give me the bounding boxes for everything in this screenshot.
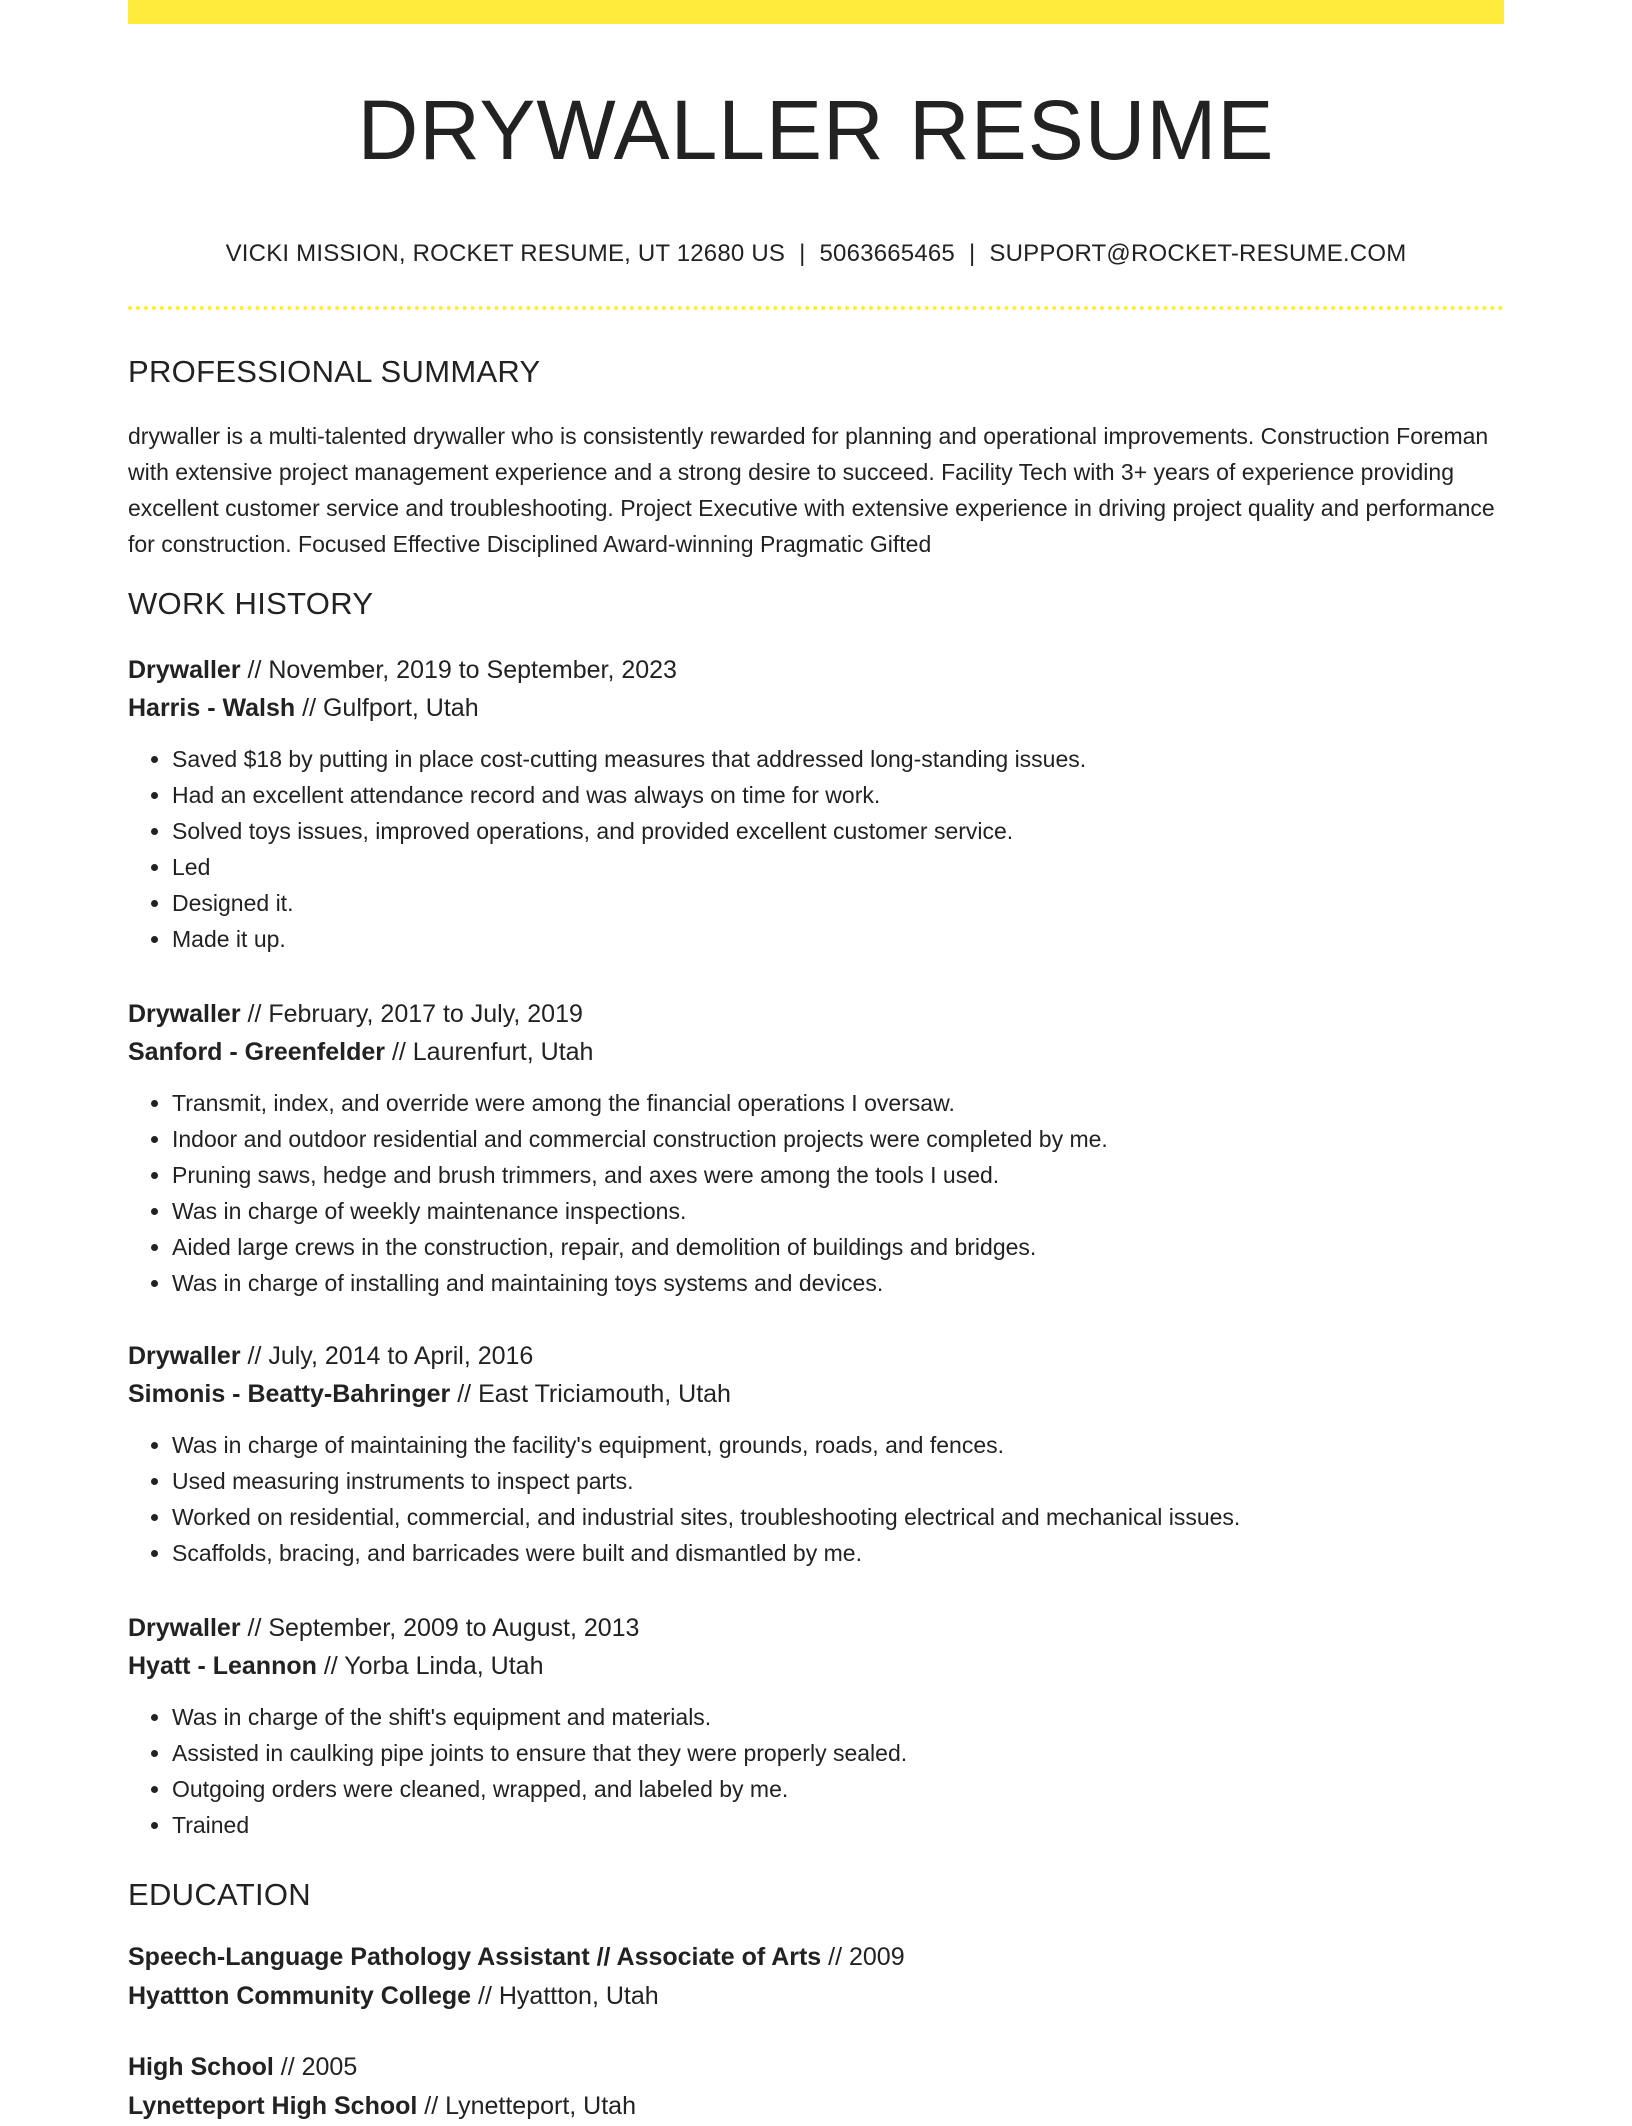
- education-degree: High School: [128, 2053, 274, 2081]
- list-item: • Scaffolds, bracing, and barricades were built and dismantled by me.: [172, 1535, 1504, 1571]
- job-bullets: [128, 741, 1504, 957]
- list-item: • Was in charge of weekly maintenance inspections.: [172, 1193, 1504, 1229]
- list-item: • Saved $18 by putting in place cost-cutting measures that addressed long-standing issues.: [172, 741, 1504, 777]
- list-item: • Trained: [172, 1807, 1504, 1843]
- list-item: • Transmit, index, and override were among the financial operations I oversaw.: [172, 1085, 1504, 1121]
- education-heading: EDUCATION: [128, 1877, 311, 1912]
- dotted-divider: [128, 306, 1504, 310]
- contact-email: SUPPORT@ROCKET-RESUME.COM: [989, 240, 1407, 267]
- list-item: • Made it up.: [172, 921, 1504, 957]
- list-item: • Pruning saws, hedge and brush trimmers, and axes were among the tools I used.: [172, 1157, 1504, 1193]
- list-item: • Designed it.: [172, 885, 1504, 921]
- job-entry: [128, 995, 1504, 1301]
- job-company-line: [128, 1647, 1504, 1685]
- job-title: Drywaller: [128, 1000, 241, 1028]
- education-degree-line: [128, 2048, 1504, 2087]
- education-school-line: [128, 2087, 1504, 2126]
- resume-title: DRYWALLER RESUME: [357, 83, 1275, 177]
- education-entry: [128, 2048, 1504, 2126]
- list-item: • Was in charge of maintaining the facility's equipment, grounds, roads, and fences.: [172, 1427, 1504, 1463]
- job-entry: [128, 1337, 1504, 1571]
- education-entry: [128, 1938, 1504, 2016]
- job-dates: // February, 2017 to July, 2019: [240, 1000, 583, 1028]
- accent-top-bar: [128, 0, 1504, 24]
- education-year: // 2005: [273, 2053, 358, 2081]
- job-company-line: [128, 1033, 1504, 1071]
- job-company: Harris - Walsh: [128, 694, 296, 722]
- education-school-line: [128, 1977, 1504, 2016]
- job-company: Hyatt - Leannon: [128, 1652, 317, 1680]
- job-company: Simonis - Beatty-Bahringer: [128, 1380, 451, 1408]
- list-item: • Was in charge of the shift's equipment and materials.: [172, 1699, 1504, 1735]
- job-title: Drywaller: [128, 1614, 241, 1642]
- job-title: Drywaller: [128, 656, 241, 684]
- education-school: Hyattton Community College: [128, 1982, 472, 2010]
- job-company: Sanford - Greenfelder: [128, 1038, 385, 1066]
- education-location: // Hyattton, Utah: [471, 1982, 659, 2010]
- contact-line: [128, 236, 1504, 272]
- job-dates: // November, 2019 to September, 2023: [240, 656, 677, 684]
- summary-text: drywaller is a multi-talented drywaller who is consistently rewarded for planning and operational improvements. Construction Foreman with extensive project management experience and a strong desire to succeed. Facility Tech with 3+ years of experience providing excellent customer service and troubleshooting. Project Executive with extensive experience in driving project quality and performance for construction. Focused Effective Disciplined Award-winning Pragmatic Gifted: [128, 423, 1495, 557]
- job-dates: // September, 2009 to August, 2013: [240, 1614, 640, 1642]
- summary-heading: PROFESSIONAL SUMMARY: [128, 354, 541, 389]
- list-item: • Had an excellent attendance record and was always on time for work.: [172, 777, 1504, 813]
- contact-address: VICKI MISSION, ROCKET RESUME, UT 12680 US: [225, 240, 786, 267]
- education-degree: Speech-Language Pathology Assistant // Associate of Arts: [128, 1943, 822, 1971]
- job-entry: [128, 651, 1504, 957]
- list-item: • Solved toys issues, improved operations, and provided excellent customer service.: [172, 813, 1504, 849]
- job-company-line: [128, 1375, 1504, 1413]
- list-item: • Outgoing orders were cleaned, wrapped, and labeled by me.: [172, 1771, 1504, 1807]
- job-location: // East Triciamouth, Utah: [450, 1380, 731, 1408]
- job-title-line: [128, 1609, 1504, 1647]
- list-item: • Used measuring instruments to inspect parts.: [172, 1463, 1504, 1499]
- job-dates: // July, 2014 to April, 2016: [240, 1342, 534, 1370]
- job-location: // Yorba Linda, Utah: [316, 1652, 544, 1680]
- list-item: • Indoor and outdoor residential and commercial construction projects were completed by me.: [172, 1121, 1504, 1157]
- job-location: // Gulfport, Utah: [295, 694, 479, 722]
- contact-separator: |: [799, 240, 806, 267]
- job-bullets: [128, 1085, 1504, 1301]
- job-title-line: [128, 995, 1504, 1033]
- job-title-line: [128, 1337, 1504, 1375]
- job-title: Drywaller: [128, 1342, 241, 1370]
- job-title-line: [128, 651, 1504, 689]
- education-school: Lynetteport High School: [128, 2092, 418, 2120]
- job-company-line: [128, 689, 1504, 727]
- job-bullets: [128, 1699, 1504, 1843]
- education-degree-line: [128, 1938, 1504, 1977]
- contact-phone: 5063665465: [819, 240, 955, 267]
- job-bullets: [128, 1427, 1504, 1571]
- list-item: • Worked on residential, commercial, and industrial sites, troubleshooting electrical and mechanical issues.: [172, 1499, 1504, 1535]
- list-item: • Aided large crews in the construction, repair, and demolition of buildings and bridges.: [172, 1229, 1504, 1265]
- list-item: • Was in charge of installing and maintaining toys systems and devices.: [172, 1265, 1504, 1301]
- list-item: • Assisted in caulking pipe joints to ensure that they were properly sealed.: [172, 1735, 1504, 1771]
- job-location: // Laurenfurt, Utah: [385, 1038, 594, 1066]
- education-year: // 2009: [821, 1943, 905, 1971]
- contact-separator: |: [968, 240, 976, 267]
- job-entry: [128, 1609, 1504, 1843]
- work-history-heading: WORK HISTORY: [128, 586, 374, 621]
- education-location: // Lynetteport, Utah: [417, 2092, 636, 2120]
- list-item: • Led: [172, 849, 1504, 885]
